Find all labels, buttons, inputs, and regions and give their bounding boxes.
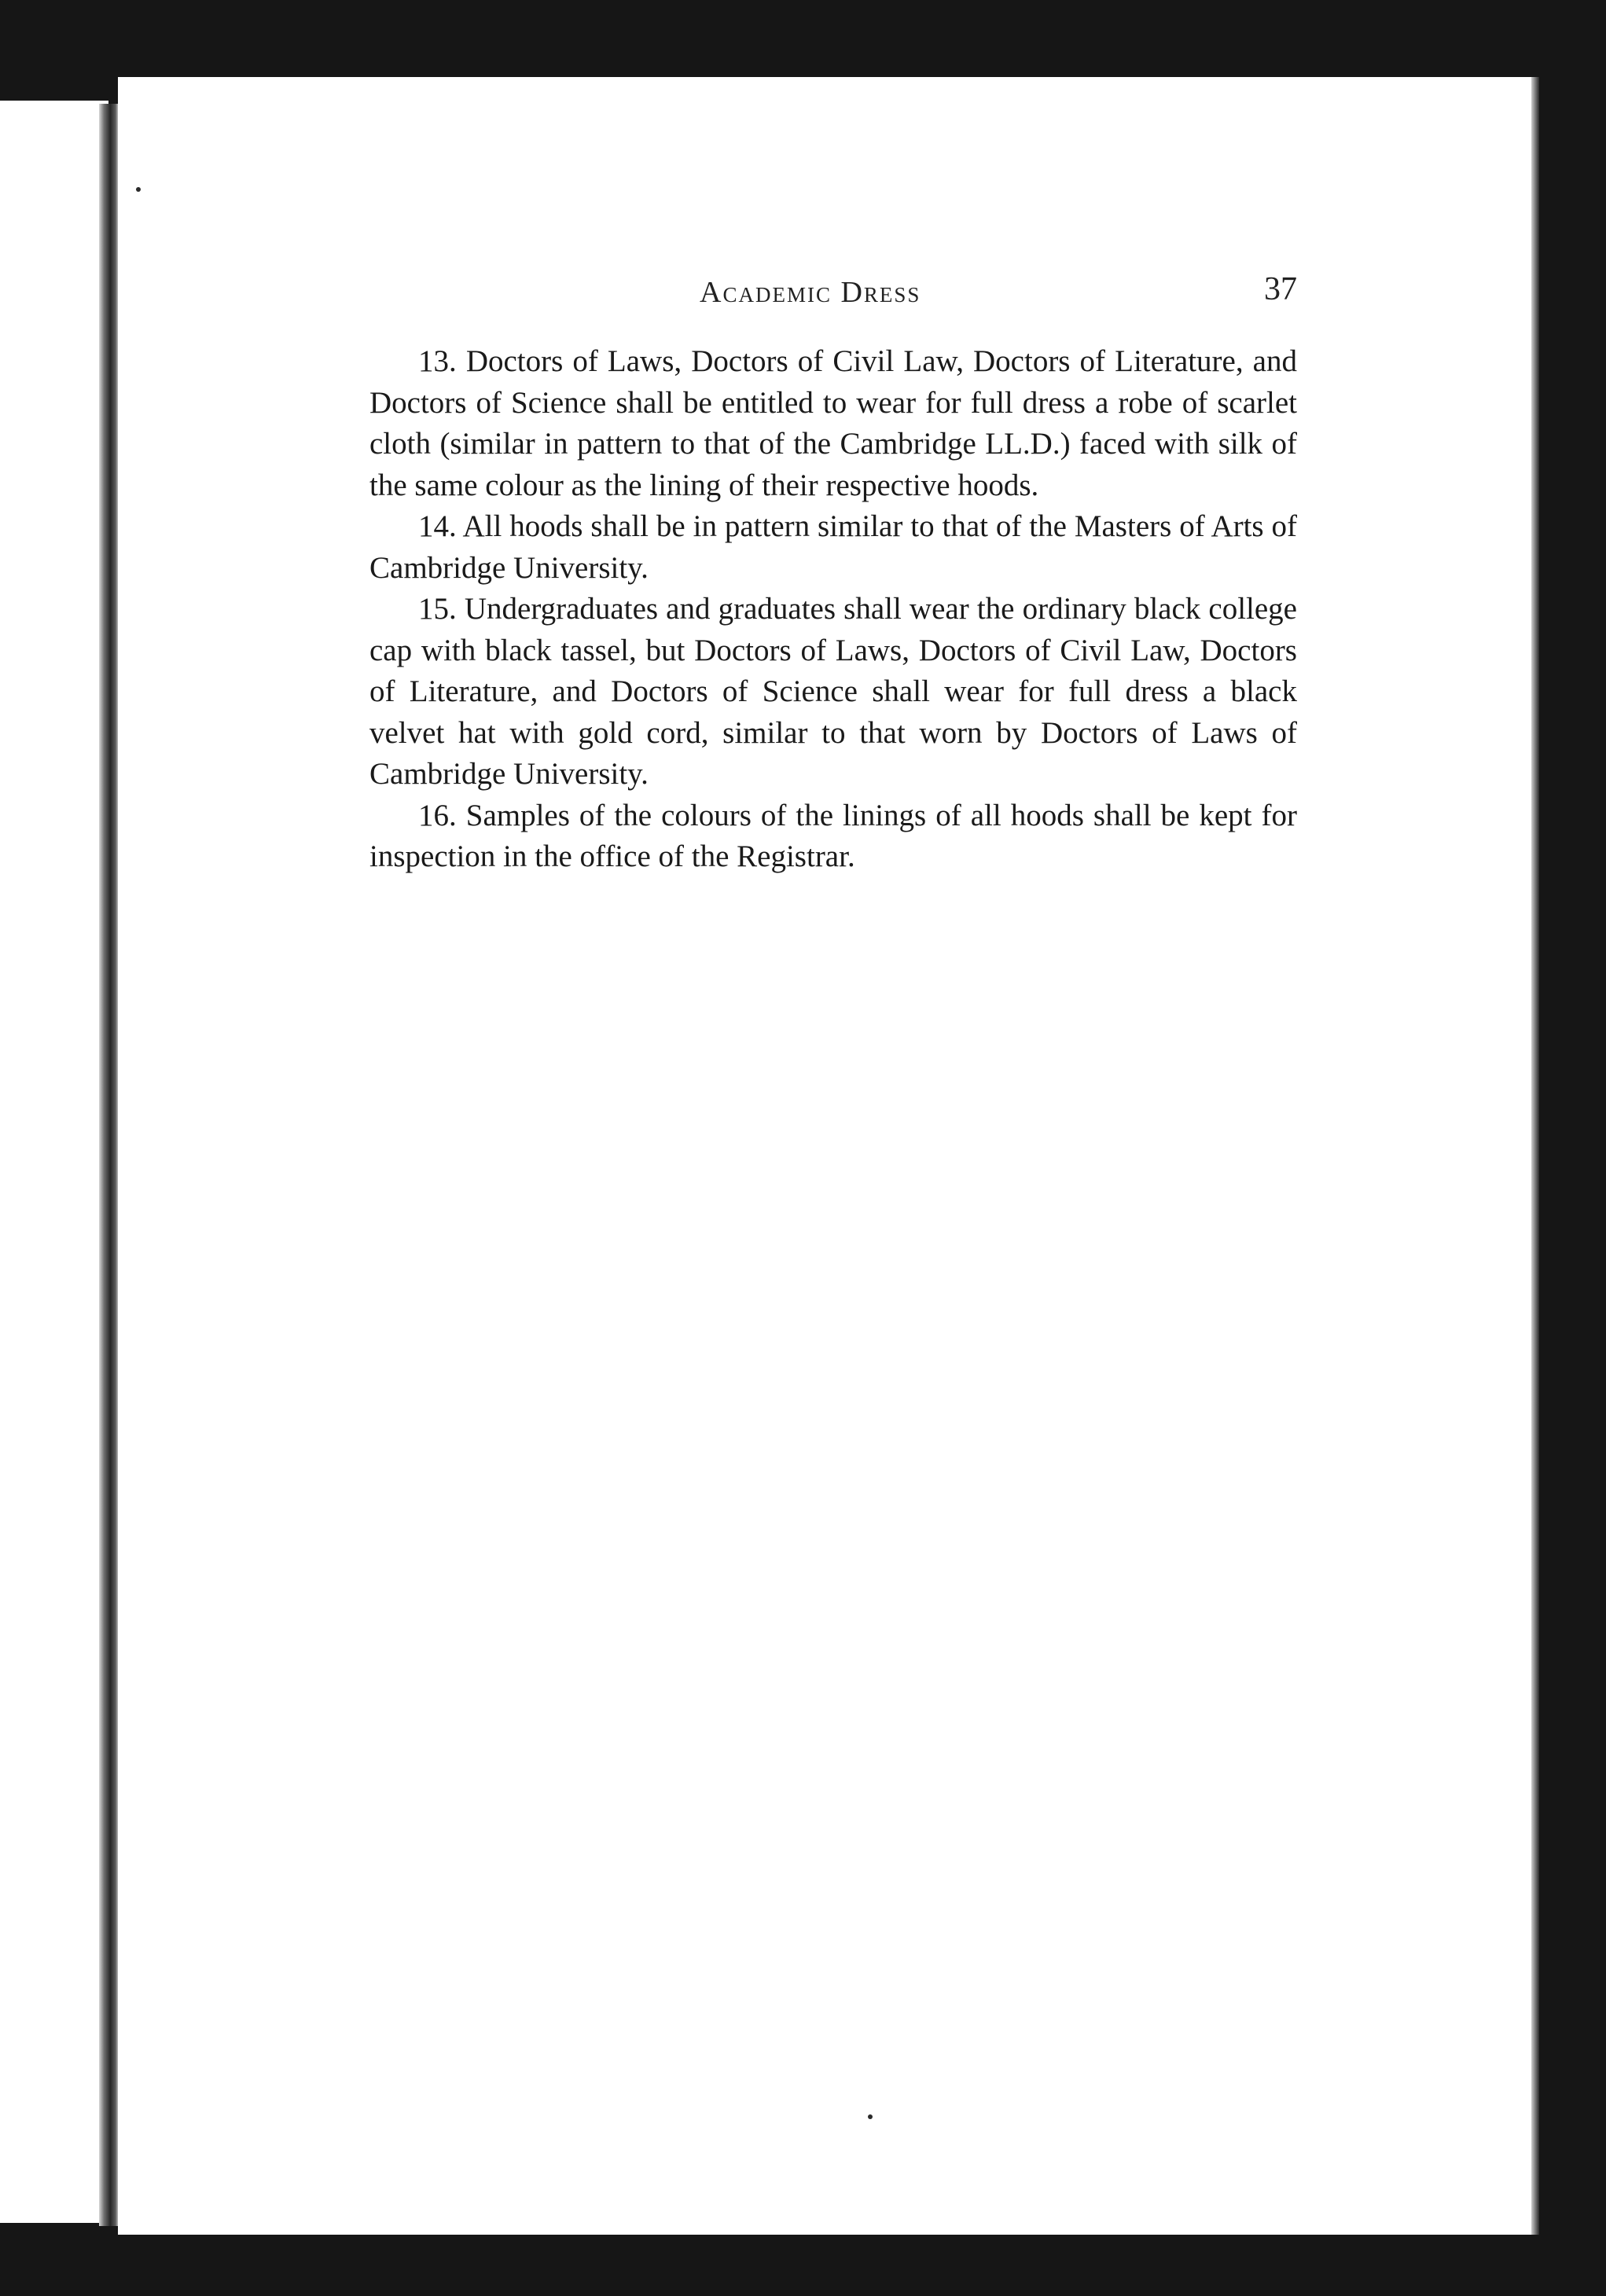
- facing-page: [0, 101, 108, 2223]
- clause-14: 14. All hoods shall be in pattern similar to that of the Masters of Arts of Cambridge University.: [369, 509, 1297, 585]
- speck: [868, 2114, 873, 2119]
- page-edge: [1531, 77, 1539, 2235]
- speck: [136, 187, 141, 192]
- clause-16: 16. Samples of the colours of the linings of all hoods shall be kept for inspection in the office of the Registrar.: [369, 798, 1297, 873]
- running-title: Academic Dress: [700, 276, 921, 309]
- clause-15: 15. Undergraduates and graduates shall wear the ordinary black college cap with black tassel, but Doctors of Laws, Doctors of Civil Law, Doctors of Literature, and Doctors of Science shall wear for full dress a black velvet hat with gold cord, similar to that worn by Doctors of Laws of Cambridge University.: [369, 592, 1297, 791]
- running-head: [369, 271, 1297, 322]
- page-number: 37: [1264, 271, 1297, 307]
- clause-13: 13. Doctors of Laws, Doctors of Civil Law, Doctors of Literature, and Doctors of Science shall be entitled to wear for full dress a robe of scarlet cloth (similar in pattern to that of the Cambridge LL.D.) faced with silk of the same colour as the lining of their respective hoods.: [369, 344, 1297, 502]
- body-text: [369, 341, 1297, 878]
- book-spine: [99, 104, 119, 2226]
